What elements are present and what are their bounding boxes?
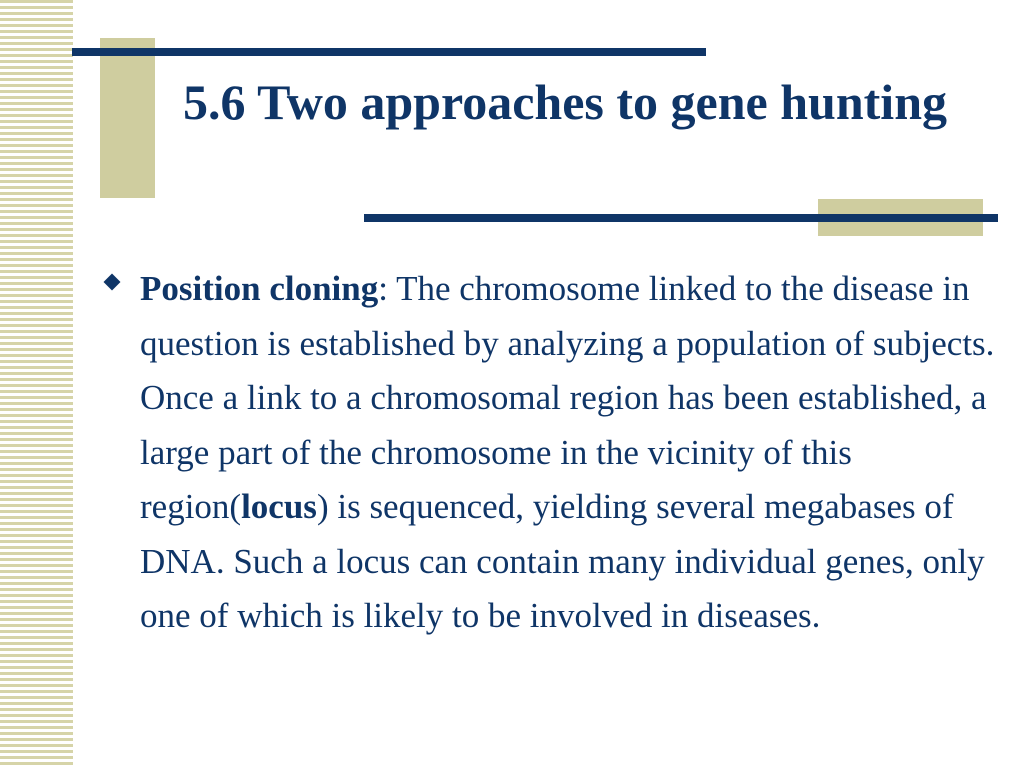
- bullet-text: [140, 262, 1007, 644]
- title-rule-bottom: [364, 214, 998, 222]
- bullet-emphasis: locus: [241, 487, 317, 526]
- title-rule-top: [72, 48, 706, 56]
- bullet-body-end: ) is sequenced, yielding several megabases of DNA. Such a locus can contain many individual genes, only one of which is likely to be involved in diseases.: [140, 487, 985, 635]
- decorative-stripe-band: [0, 0, 73, 768]
- slide-title: 5.6 Two approaches to gene hunting: [182, 74, 947, 130]
- bullet-item: [102, 262, 1007, 644]
- decorative-tan-block-left: [100, 38, 155, 198]
- bullet-term: Position cloning: [140, 269, 379, 308]
- diamond-bullet-icon: [104, 274, 121, 291]
- bullet-body-start: : The chromosome linked to the disease in question is established by analyzing a population of subjects. Once a link to a chromosomal region has been established, a large part of the chromosome in the vicinity of this region(: [140, 269, 995, 526]
